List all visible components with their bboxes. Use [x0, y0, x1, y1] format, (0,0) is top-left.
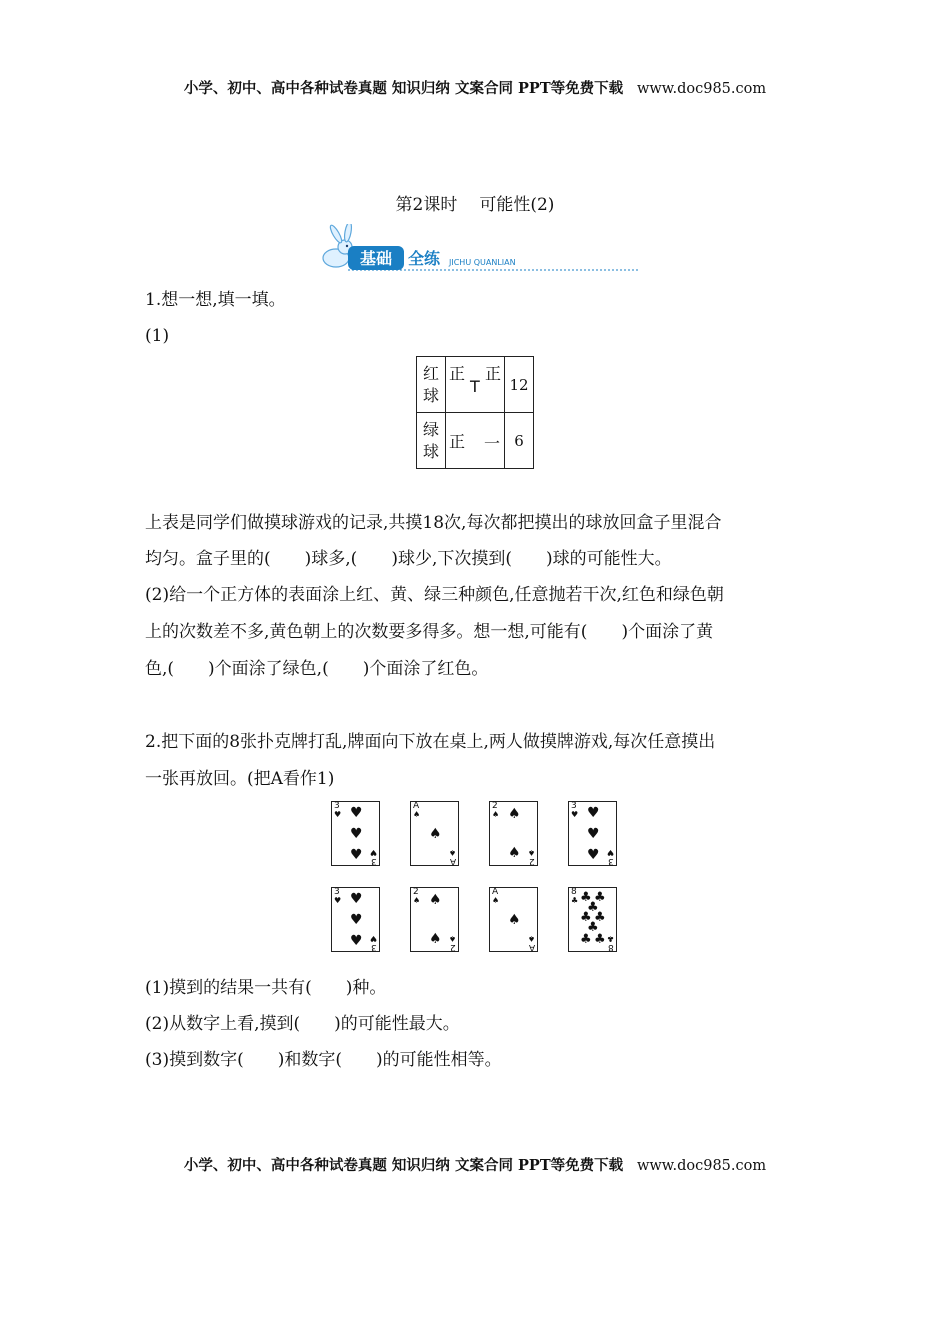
- header-text: 小学、初中、高中各种试卷真题 知识归纳 文案合同 PPT等免费下载: [183, 80, 624, 97]
- footer-url[interactable]: www.doc985.com: [636, 1158, 767, 1174]
- q1-sub2-line1: (2)给一个正方体的表面涂上红、黄、绿三种颜色,任意抛若干次,红色和绿色朝: [145, 585, 724, 605]
- heart-icon: ♥: [350, 847, 363, 863]
- header-url[interactable]: www.doc985.com: [636, 81, 767, 97]
- club-icon: ♣: [594, 932, 606, 947]
- q2-line2: 一张再放回。(把A看作1): [145, 769, 335, 789]
- heart-icon: ♥: [587, 826, 600, 842]
- club-icon: ♣: [594, 890, 606, 905]
- q1-sub1-label: (1): [145, 326, 170, 346]
- spade-icon: ♠: [429, 931, 442, 947]
- page-footer: [0, 1154, 950, 1175]
- tally-marks: 正 正 T: [446, 357, 505, 413]
- spade-icon: ♠: [429, 892, 442, 908]
- playing-card: A ♠ ♠ A ♠: [489, 887, 538, 952]
- club-icon: ♣: [580, 890, 592, 905]
- playing-card: 3 ♥ ♥ ♥ ♥ 3 ♥: [331, 801, 380, 866]
- q1-sub2-line2: 上的次数差不多,黄色朝上的次数要多得多。想一想,可能有( )个面涂了黄: [145, 622, 714, 642]
- spade-icon: ♠: [508, 845, 521, 861]
- club-icon: ♣: [580, 932, 592, 947]
- heart-icon: ♥: [587, 805, 600, 821]
- tally-table: [416, 356, 534, 469]
- table-row: 红 球 正 正 T 12: [417, 357, 534, 413]
- heart-icon: ♥: [587, 847, 600, 863]
- table-row: 绿 球 正 一 6: [417, 413, 534, 469]
- heart-icon: ♥: [350, 912, 363, 928]
- spade-icon: ♠: [429, 826, 442, 842]
- playing-card: 3 ♥ ♥ ♥ ♥ 3 ♥: [331, 887, 380, 952]
- banner-text: 基础: [359, 249, 393, 268]
- playing-card: 8 ♣ ♣ ♣ ♣ ♣ ♣ ♣ ♣ ♣ 8 ♣: [568, 887, 617, 952]
- q1-line1: 上表是同学们做摸球游戏的记录,共摸18次,每次都把摸出的球放回盒子里混合: [145, 513, 722, 533]
- q2-answer2: (2)从数字上看,摸到( )的可能性最大。: [145, 1014, 460, 1034]
- playing-card: 3 ♥ ♥ ♥ ♥ 3 ♥: [568, 801, 617, 866]
- count-cell: 12: [505, 357, 534, 413]
- section-banner: [306, 224, 646, 274]
- spade-icon: ♠: [508, 806, 521, 822]
- q2-answer3: (3)摸到数字( )和数字( )的可能性相等。: [145, 1050, 502, 1070]
- footer-text: 小学、初中、高中各种试卷真题 知识归纳 文案合同 PPT等免费下载: [183, 1157, 624, 1174]
- page-header: [0, 77, 950, 98]
- q1-heading: 1.想一想,填一填。: [145, 290, 286, 310]
- q1-sub2-line3: 色,( )个面涂了绿色,( )个面涂了红色。: [145, 659, 489, 679]
- count-cell: 6: [505, 413, 534, 469]
- banner-text2: 全练: [407, 249, 441, 268]
- banner-pinyin: JICHU QUANLIAN: [449, 258, 516, 267]
- club-icon: ♣: [580, 910, 592, 925]
- tally-marks: 正 一: [446, 413, 505, 469]
- playing-card: 2 ♠ ♠ ♠ 2 ♠: [489, 801, 538, 866]
- heart-icon: ♥: [350, 826, 363, 842]
- heart-icon: ♥: [350, 891, 363, 907]
- club-icon: ♣: [587, 920, 599, 935]
- q1-line2: 均匀。盒子里的( )球多,( )球少,下次摸到( )球的可能性大。: [145, 549, 672, 569]
- heart-icon: ♥: [350, 805, 363, 821]
- q2-answer1: (1)摸到的结果一共有( )种。: [145, 978, 387, 998]
- heart-icon: ♥: [350, 933, 363, 949]
- page-title: 第2课时 可能性(2): [395, 195, 555, 215]
- q2-line1: 2.把下面的8张扑克牌打乱,牌面向下放在桌上,两人做摸牌游戏,每次任意摸出: [145, 732, 716, 752]
- spade-icon: ♠: [508, 912, 521, 928]
- playing-card: 2 ♠ ♠ ♠ 2 ♠: [410, 887, 459, 952]
- club-icon: ♣: [594, 910, 606, 925]
- club-icon: ♣: [587, 900, 599, 915]
- playing-card: A ♠ ♠ A ♠: [410, 801, 459, 866]
